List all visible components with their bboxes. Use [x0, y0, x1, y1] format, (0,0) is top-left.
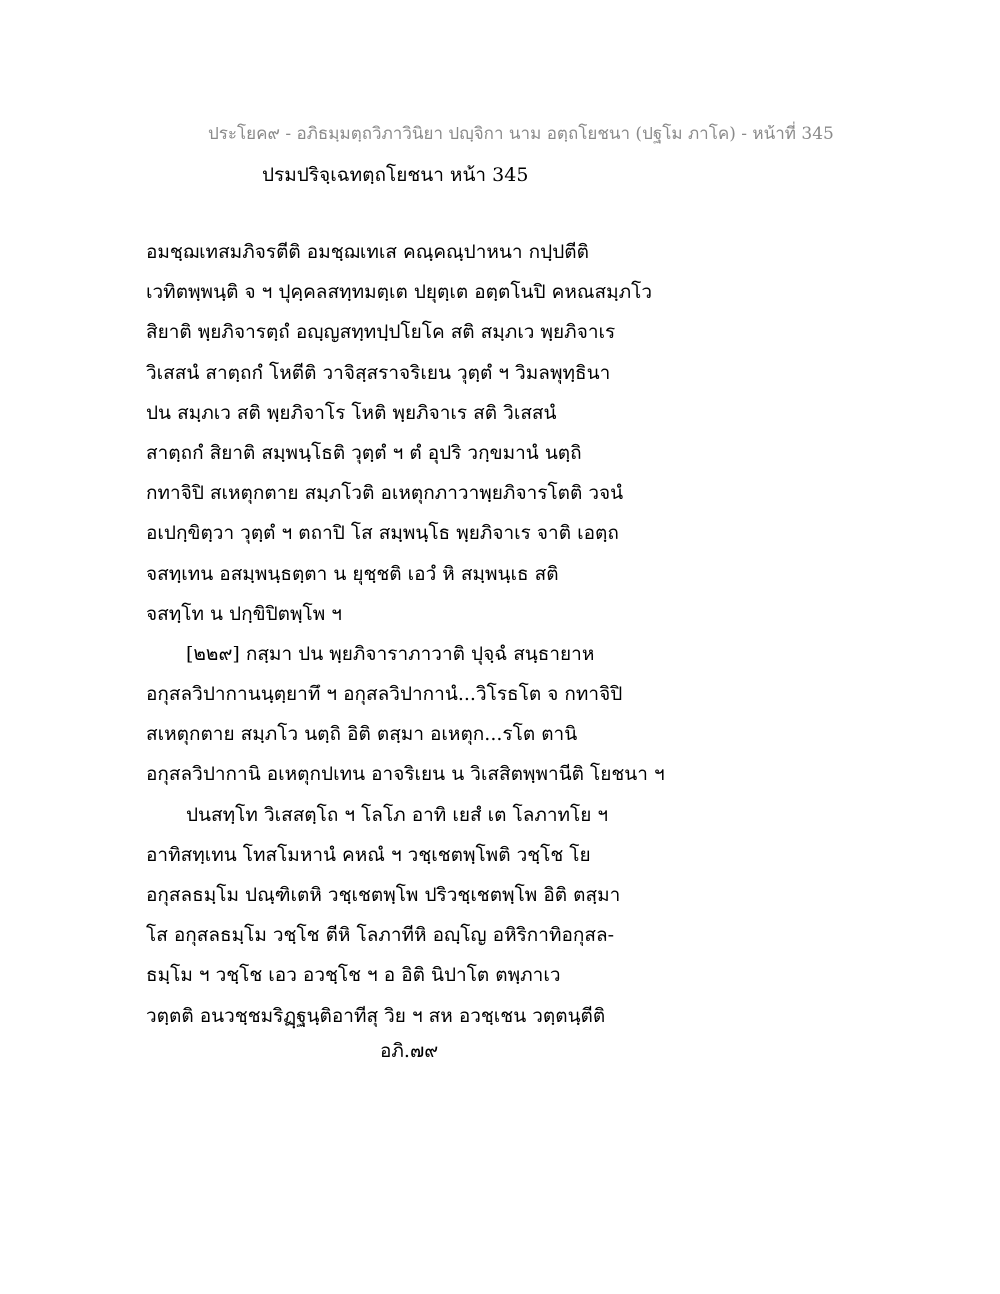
text-line: สเหตุกตาย สมฺภโว นตฺถิ อิติ ตสฺมา อเหตุก...รโต ตานิ: [146, 723, 578, 746]
text-line: วตฺตติ อนวชฺชมริฏฺฐนฺติอาทีสุ วิย ฯ สห อวชฺเชน วตฺตนฺตีติ: [146, 1004, 606, 1027]
text-line: โส อกุสลธมฺโม วชฺโช ตีหิ โลภาทีหิ อญฺโญ อหิริกาทิอกุสล-: [146, 924, 615, 947]
text-line: อเปกฺขิตฺวา วุตฺตํ ฯ ตถาปิ โส สมฺพนฺโธ พฺยภิจาเร จาติ เอตฺถ: [146, 522, 619, 545]
text-line: อาทิสทฺเทน โทสโมหานํ คหณํ ฯ วชฺเชตพฺโพติ วชฺโช โย: [146, 843, 591, 866]
text-line: อกุสลธมฺโม ปณฺฑิเตหิ วชฺเชตพฺโพ ปริวชฺเชตพฺโพ อิติ ตสฺมา: [146, 884, 621, 906]
running-header: ประโยค๙ - อภิธมฺมตฺถวิภาวินิยา ปญฺจิกา นาม อตฺถโยชนา (ปฐโม ภาโค) - หน้าที่ 345: [208, 124, 834, 144]
text-line: จสทฺเทน อสมฺพนฺธตฺตา น ยุชฺชติ เอวํ หิ สมฺพนฺเธ สติ: [146, 562, 559, 585]
page-heading: ปรมปริจฺเฉทตฺถโยชนา หน้า 345: [262, 164, 529, 186]
page-signature: อภิ.๗๙: [380, 1040, 439, 1062]
text-line: สาตฺถกํ สิยาติ สมฺพนฺโธติ วุตฺตํ ฯ ตํ อุปริ วกฺขมานํ นตฺถิ: [146, 441, 582, 464]
paragraph-start-line: ปนสทฺโท วิเสสตฺโถ ฯ โลโภ อาทิ เยสํ เต โลภาทโย ฯ: [186, 803, 609, 826]
text-line: วิเสสนํ สาตฺถกํ โหตีติ วาจิสฺสราจริเยน วุตฺตํ ฯ วิมลพุทฺธินา: [146, 361, 611, 384]
text-line: สิยาติ พฺยภิจารตฺถํ อญฺญสทฺทปฺปโยโค สติ สมฺภเว พฺยภิจาเร: [146, 321, 616, 344]
text-line: อกุสลวิปากานนฺตฺยาทึ ฯ อกุสลวิปากานํ...วิโรธโต จ กทาจิปิ: [146, 683, 623, 706]
text-line: จสทฺโท น ปกฺขิปิตพฺโพ ฯ: [146, 602, 342, 625]
text-line: ปน สมฺภเว สติ พฺยภิจาโร โหติ พฺยภิจาเร สติ วิเสสนํ: [146, 401, 557, 424]
text-line: อมชฺฌเทสมภิจรตีติ อมชฺฌเทเส คณฺคณฺปาหนา กปฺปตีติ: [146, 241, 589, 263]
text-line: กทาจิปิ สเหตุกตาย สมฺภโวติ อเหตุกภาวาพฺยภิจารโตติ วจนํ: [146, 482, 624, 505]
text-line: อกุสลวิปากานิ อเหตุกปเทน อาจริเยน น วิเสสิตพฺพานีติ โยชนา ฯ: [146, 763, 665, 786]
text-line: ธมฺโม ฯ วชฺโช เอว อวชฺโช ฯ อ อิติ นิปาโต ตพฺภาเว: [146, 964, 561, 987]
text-line: เวทิตพฺพนฺติ จ ฯ ปุคฺคลสทฺทมตฺเต ปยุตฺเต อตฺตโนปิ คหณสมฺภโว: [146, 281, 652, 304]
body-text: [146, 232, 866, 1036]
paragraph-start-line: [๒๒๙] กสฺมา ปน พฺยภิจาราภาวาติ ปุจฺฉํ สนฺธายาห: [186, 642, 595, 665]
